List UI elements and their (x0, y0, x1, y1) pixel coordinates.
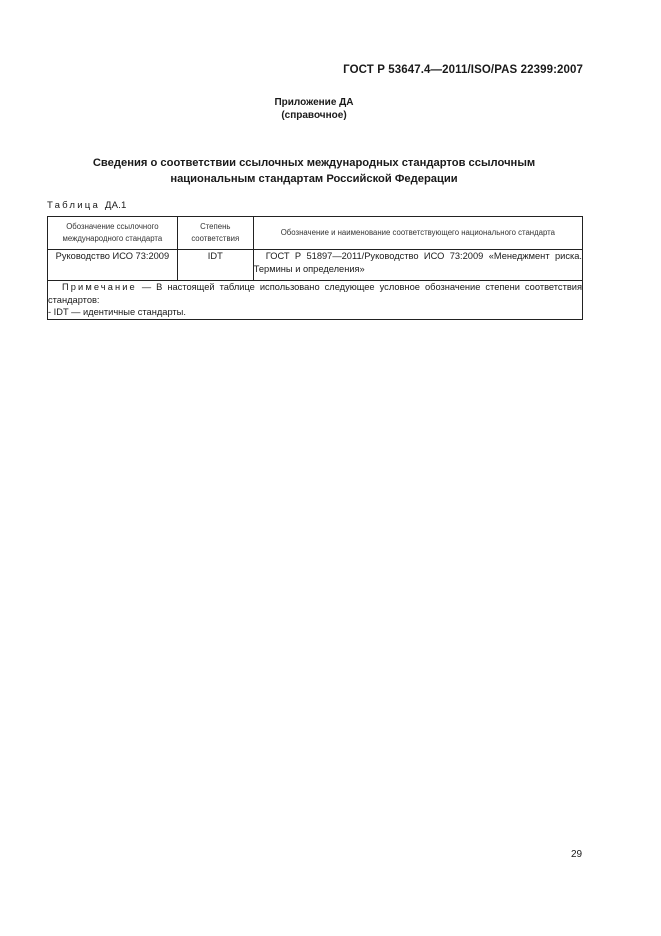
table-row (48, 250, 583, 281)
section-title-line-1: Сведения о соответствии ссылочных международных стандартов ссылочным (92, 157, 536, 169)
note-item: - IDT — идентичные стандарты. (48, 307, 186, 317)
page-number: 29 (571, 849, 583, 860)
cell-intl-standard: Руководство ИСО 73:2009 (48, 250, 178, 281)
cell-national-standard: ГОСТ Р 51897—2011/Руководство ИСО 73:2009 «Менеджмент риска. Термины и определения» (253, 250, 582, 281)
note-text (48, 281, 582, 306)
annex-subtitle: (справочное) (281, 110, 347, 121)
annex-title: Приложение ДА (274, 97, 354, 108)
table-header-row (48, 217, 583, 250)
table-note-row (48, 281, 583, 320)
section-title (0, 155, 628, 187)
note-label: Примечание (62, 282, 137, 292)
table-caption (47, 200, 127, 211)
header-national-standard: Обозначение и наименование соответствующего национального стандарта (253, 217, 582, 250)
table-caption-word: Таблица (47, 200, 101, 211)
annex-heading (0, 96, 628, 122)
document-code-header: ГОСТ Р 53647.4—2011/ISO/PAS 22399:2007 (343, 64, 583, 76)
correspondence-table (47, 216, 583, 320)
table-caption-number: ДА.1 (104, 200, 127, 211)
table-note (48, 281, 583, 320)
note-body: — В настоящей таблице использовано следующее условное обозначение степени соответствия стандартов: (48, 282, 582, 305)
section-title-line-2: национальным стандартам Российской Федерации (170, 173, 458, 185)
header-intl-standard: Обозначение ссылочного международного стандарта (48, 217, 178, 250)
cell-degree: IDT (177, 250, 253, 281)
header-degree: Степень соответствия (177, 217, 253, 250)
